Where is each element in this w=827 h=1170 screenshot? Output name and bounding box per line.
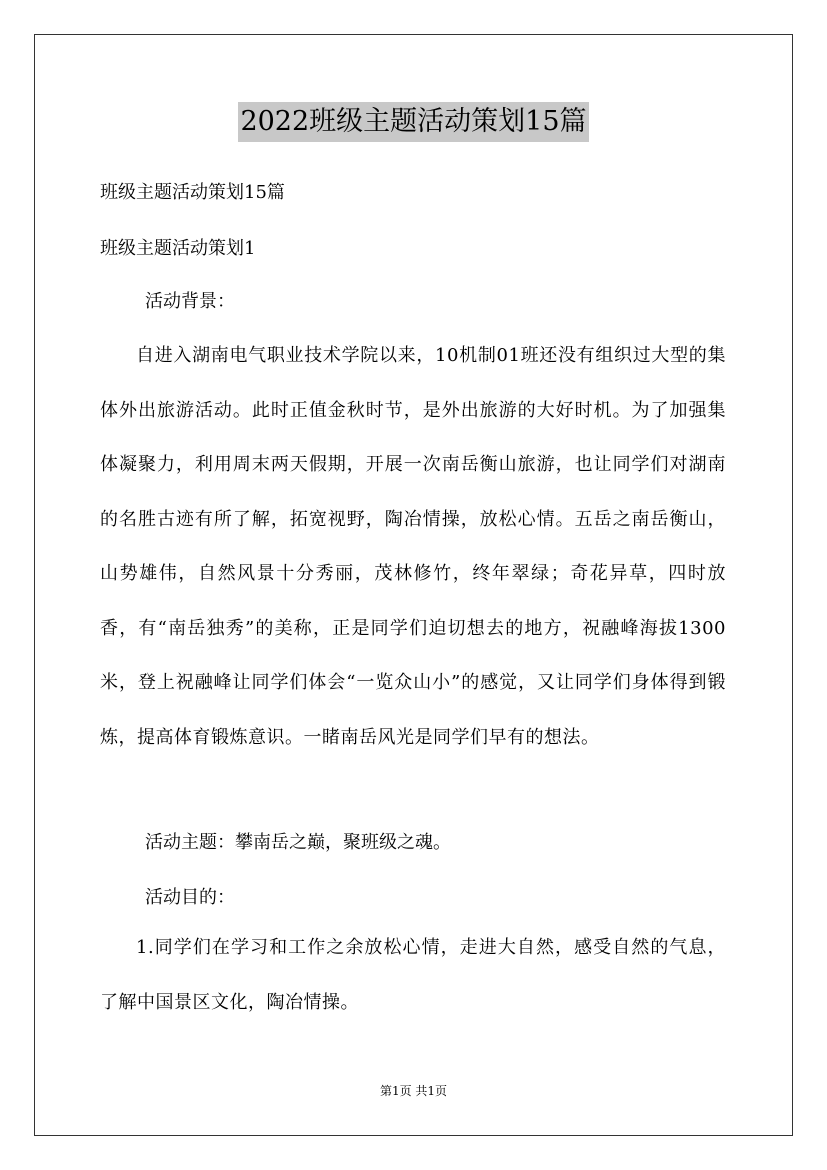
page-footer: 第1页 共1页: [379, 1084, 448, 1098]
purpose-label: 活动目的：: [145, 887, 235, 908]
background-label: 活动背景：: [145, 291, 235, 312]
document-title: [0, 100, 827, 142]
background-paragraph: 自进入湖南电气职业技术学院以来，10机制01班还没有组织过大型的集体外出旅游活动。此时正值金秋时节，是外出旅游的大好时机。为了加强集体凝聚力，利用周末两天假期，开展一次南岳衡山旅游，也让同学们对湖南的名胜古迹有所了解，拓宽视野，陶冶情操，放松心情。五岳之南岳衡山，山势雄伟，自然风景十分秀丽，茂林修竹，终年翠绿；奇花异草，四时放香，有“南岳独秀”的美称，正是同学们迫切想去的地方，祝融峰海拔1300米，登上祝融峰让同学们体会“一览众山小”的感觉，又让同学们身体得到锻炼，提高体育锻炼意识。一睹南岳风光是同学们早有的想法。: [100, 345, 726, 748]
purpose-item-1: 1.同学们在学习和工作之余放松心情，走进大自然，感受自然的气息，了解中国景区文化，陶冶情操。: [100, 937, 726, 1013]
document-subtitle: 班级主题活动策划15篇: [100, 182, 285, 203]
document-title-text: 2022班级主题活动策划15篇: [238, 102, 588, 142]
section-heading: 班级主题活动策划1: [100, 238, 256, 259]
theme-line: 活动主题：攀南岳之巅，聚班级之魂。: [145, 832, 451, 853]
